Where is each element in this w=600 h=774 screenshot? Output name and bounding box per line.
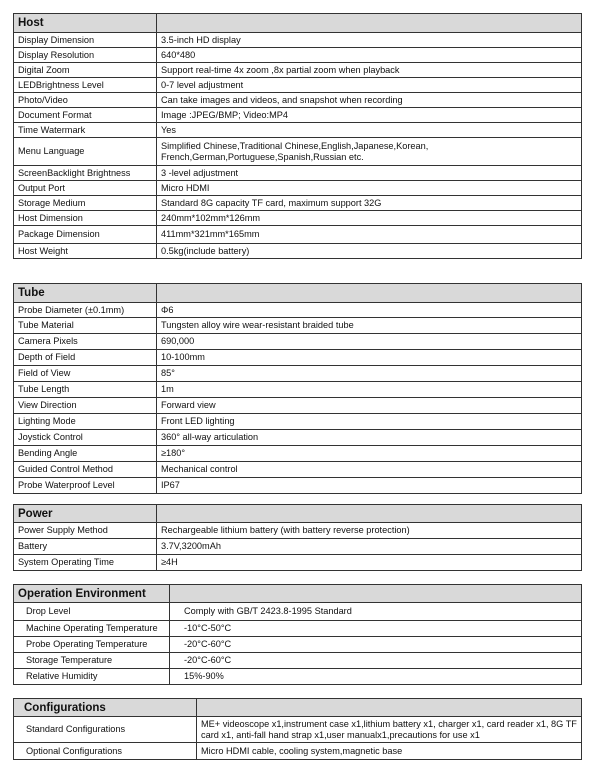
- table-row: [14, 446, 582, 462]
- table-row: [14, 181, 582, 196]
- row-value: 3.5-inch HD display: [157, 33, 582, 48]
- section-title: Power: [14, 505, 157, 523]
- row-label: Lighting Mode: [14, 414, 157, 430]
- row-value: ME+ videoscope x1,instrument case x1,lithium battery x1, charger x1, card reader x1, 8G TF card x1, anti-fall hand strap x1,user manualx1,precautions for use x1: [197, 717, 582, 743]
- table-row: [14, 123, 582, 138]
- table-row: [14, 48, 582, 63]
- table-row: [14, 93, 582, 108]
- table-row: [14, 414, 582, 430]
- row-label: LEDBrightness Level: [14, 78, 157, 93]
- row-value: Tungsten alloy wire wear-resistant braided tube: [157, 318, 582, 334]
- table-row: [14, 430, 582, 446]
- row-label: Standard Configurations: [14, 717, 197, 743]
- table-row: [14, 244, 582, 259]
- row-label: Bending Angle: [14, 446, 157, 462]
- section-header: [14, 699, 582, 717]
- table-row: [14, 303, 582, 318]
- table-row: [14, 462, 582, 478]
- row-value: ≥180°: [157, 446, 582, 462]
- row-value: 3 -level adjustment: [157, 166, 582, 181]
- section-title: Tube: [14, 284, 157, 303]
- row-value: IP67: [157, 478, 582, 494]
- row-value: Comply with GB/T 2423.8-1995 Standard: [170, 603, 582, 621]
- row-label: Display Dimension: [14, 33, 157, 48]
- row-value: 0.5kg(include battery): [157, 244, 582, 259]
- row-label: Probe Operating Temperature: [14, 637, 170, 653]
- table-row: [14, 523, 582, 539]
- row-value: -20°C-60°C: [170, 653, 582, 669]
- row-value: Micro HDMI: [157, 181, 582, 196]
- row-value: 15%-90%: [170, 669, 582, 685]
- row-label: Digital Zoom: [14, 63, 157, 78]
- section-header: [14, 585, 582, 603]
- row-label: System Operating Time: [14, 555, 157, 571]
- row-value: ≥4H: [157, 555, 582, 571]
- operation-environment-table: [13, 584, 582, 685]
- row-value: 640*480: [157, 48, 582, 63]
- table-row: [14, 350, 582, 366]
- section-title: Host: [14, 14, 157, 33]
- row-label: Relative Humidity: [14, 669, 170, 685]
- table-row: [14, 669, 582, 685]
- row-label: ScreenBacklight Brightness: [14, 166, 157, 181]
- table-row: [14, 138, 582, 166]
- row-value: 0-7 level adjustment: [157, 78, 582, 93]
- table-row: [14, 318, 582, 334]
- row-value: 690,000: [157, 334, 582, 350]
- row-label: Host Weight: [14, 244, 157, 259]
- row-label: Host Dimension: [14, 211, 157, 226]
- row-value: Can take images and videos, and snapshot when recording: [157, 93, 582, 108]
- row-label: Tube Length: [14, 382, 157, 398]
- row-label: Menu Language: [14, 138, 157, 166]
- row-value: 1m: [157, 382, 582, 398]
- row-label: Tube Material: [14, 318, 157, 334]
- table-row: [14, 226, 582, 244]
- row-label: Package Dimension: [14, 226, 157, 244]
- row-label: Field of View: [14, 366, 157, 382]
- row-label: Document Format: [14, 108, 157, 123]
- row-label: Photo/Video: [14, 93, 157, 108]
- row-value: Image :JPEG/BMP; Video:MP4: [157, 108, 582, 123]
- row-value: Rechargeable lithium battery (with battery reverse protection): [157, 523, 582, 539]
- row-label: Storage Temperature: [14, 653, 170, 669]
- table-row: [14, 398, 582, 414]
- row-label: Storage Medium: [14, 196, 157, 211]
- table-row: [14, 196, 582, 211]
- row-value: Yes: [157, 123, 582, 138]
- row-value: Front LED lighting: [157, 414, 582, 430]
- table-row: [14, 653, 582, 669]
- row-label: Power Supply Method: [14, 523, 157, 539]
- table-row: [14, 539, 582, 555]
- row-value: Standard 8G capacity TF card, maximum support 32G: [157, 196, 582, 211]
- row-label: Probe Diameter (±0.1mm): [14, 303, 157, 318]
- row-label: Machine Operating Temperature: [14, 621, 170, 637]
- row-value: Forward view: [157, 398, 582, 414]
- section-header: [14, 505, 582, 523]
- row-label: Joystick Control: [14, 430, 157, 446]
- table-row: [14, 211, 582, 226]
- table-row: [14, 555, 582, 571]
- table-row: [14, 717, 582, 743]
- row-label: Output Port: [14, 181, 157, 196]
- table-row: [14, 33, 582, 48]
- row-label: Camera Pixels: [14, 334, 157, 350]
- section-header: [14, 14, 582, 33]
- table-row: [14, 108, 582, 123]
- table-row: [14, 603, 582, 621]
- table-row: [14, 621, 582, 637]
- table-row: [14, 637, 582, 653]
- table-row: [14, 78, 582, 93]
- configurations-table: [13, 698, 582, 760]
- row-value: 3.7V,3200mAh: [157, 539, 582, 555]
- power-table: [13, 504, 582, 571]
- row-value: 411mm*321mm*165mm: [157, 226, 582, 244]
- host-table: [13, 13, 582, 259]
- row-value: Support real-time 4x zoom ,8x partial zoom when playback: [157, 63, 582, 78]
- row-label: Optional Configurations: [14, 743, 197, 760]
- table-row: [14, 63, 582, 78]
- table-row: [14, 366, 582, 382]
- table-row: [14, 334, 582, 350]
- row-value: Φ6: [157, 303, 582, 318]
- row-value: -10°C-50°C: [170, 621, 582, 637]
- row-label: Guided Control Method: [14, 462, 157, 478]
- row-label: View Direction: [14, 398, 157, 414]
- table-row: [14, 166, 582, 181]
- row-value: 10-100mm: [157, 350, 582, 366]
- row-value: -20°C-60°C: [170, 637, 582, 653]
- row-value: 240mm*102mm*126mm: [157, 211, 582, 226]
- row-value: Mechanical control: [157, 462, 582, 478]
- row-value: Simplified Chinese,Traditional Chinese,English,Japanese,Korean, French,German,Portuguese,Spanish,Russian etc.: [157, 138, 582, 166]
- section-title: Configurations: [14, 699, 197, 717]
- row-label: Drop Level: [14, 603, 170, 621]
- table-row: [14, 382, 582, 398]
- tube-table: [13, 283, 582, 494]
- row-value: 360° all-way articulation: [157, 430, 582, 446]
- row-value: Micro HDMI cable, cooling system,magnetic base: [197, 743, 582, 760]
- row-label: Depth of Field: [14, 350, 157, 366]
- row-label: Time Watermark: [14, 123, 157, 138]
- row-value: 85°: [157, 366, 582, 382]
- section-header: [14, 284, 582, 303]
- row-label: Probe Waterproof Level: [14, 478, 157, 494]
- section-title: Operation Environment: [14, 585, 170, 603]
- table-row: [14, 743, 582, 760]
- row-label: Battery: [14, 539, 157, 555]
- table-row: [14, 478, 582, 494]
- row-label: Display Resolution: [14, 48, 157, 63]
